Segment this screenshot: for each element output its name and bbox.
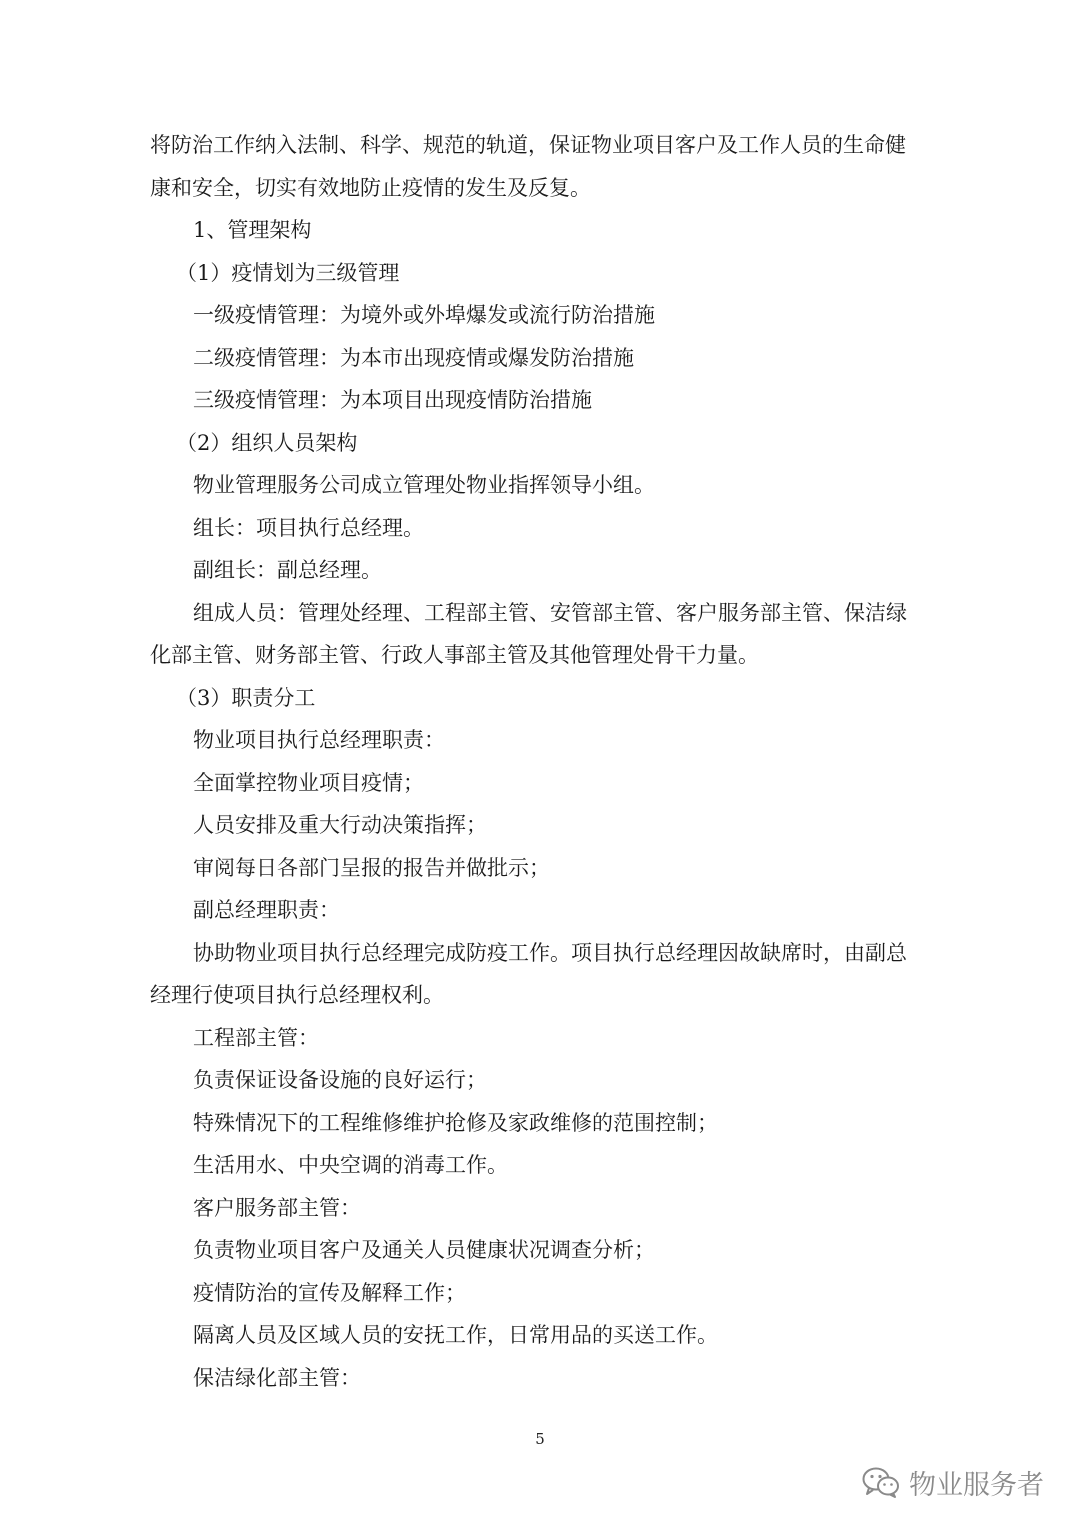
- text-line: 化部主管、财务部主管、行政人事部主管及其他管理处骨干力量。: [150, 643, 759, 667]
- text-line: 1、管理架构: [193, 218, 312, 242]
- text-line: 协助物业项目执行总经理完成防疫工作。项目执行总经理因故缺席时，由副总: [193, 940, 907, 965]
- text-line: 生活用水、中央空调的消毒工作。: [193, 1153, 508, 1177]
- watermark-text: 物业服务者: [909, 1469, 1044, 1501]
- text-line: 全面掌控物业项目疫情；: [193, 770, 424, 795]
- text-line: 副总经理职责：: [193, 898, 340, 922]
- text-line: 三级疫情管理：为本项目出现疫情防治措施: [193, 388, 592, 412]
- text-line: 一级疫情管理：为境外或外埠爆发或流行防治措施: [193, 303, 655, 327]
- text-line: 将防治工作纳入法制、科学、规范的轨道，保证物业项目客户及工作人员的生命健: [150, 133, 906, 157]
- text-line: （2）组织人员架构: [176, 430, 358, 455]
- text-line: 保洁绿化部主管：: [193, 1365, 361, 1390]
- document-body: [150, 124, 935, 1399]
- text-line: （1）疫情划为三级管理: [176, 260, 400, 285]
- text-line: 物业项目执行总经理职责：: [193, 728, 445, 752]
- text-line: 隔离人员及区域人员的安抚工作，日常用品的买送工作。: [193, 1323, 718, 1347]
- text-line: 特殊情况下的工程维修维护抢修及家政维修的范围控制；: [193, 1110, 718, 1135]
- text-line: 康和安全，切实有效地防止疫情的发生及反复。: [150, 175, 591, 200]
- text-line: 二级疫情管理：为本市出现疫情或爆发防治措施: [193, 345, 634, 370]
- text-line: （3）职责分工: [176, 685, 316, 710]
- text-line: 工程部主管：: [193, 1025, 319, 1050]
- text-line: 人员安排及重大行动决策指挥；: [193, 813, 487, 837]
- text-line: 物业管理服务公司成立管理处物业指挥领导小组。: [193, 473, 655, 497]
- text-line: 疫情防治的宣传及解释工作；: [193, 1280, 466, 1305]
- text-line: 负责物业项目客户及通关人员健康状况调查分析；: [193, 1238, 655, 1262]
- text-line: 组成人员：管理处经理、工程部主管、安管部主管、客户服务部主管、保洁绿: [193, 600, 907, 625]
- text-line: 副组长：副总经理。: [193, 558, 382, 582]
- page-number: 5: [535, 1430, 545, 1448]
- text-line: 客户服务部主管：: [193, 1195, 361, 1220]
- watermark: [861, 1460, 1044, 1504]
- text-line: 审阅每日各部门呈报的报告并做批示；: [193, 855, 550, 880]
- wechat-icon: [861, 1465, 901, 1499]
- text-line: 经理行使项目执行总经理权利。: [150, 983, 444, 1007]
- text-line: 组长：项目执行总经理。: [193, 515, 424, 540]
- text-line: 负责保证设备设施的良好运行；: [193, 1068, 487, 1092]
